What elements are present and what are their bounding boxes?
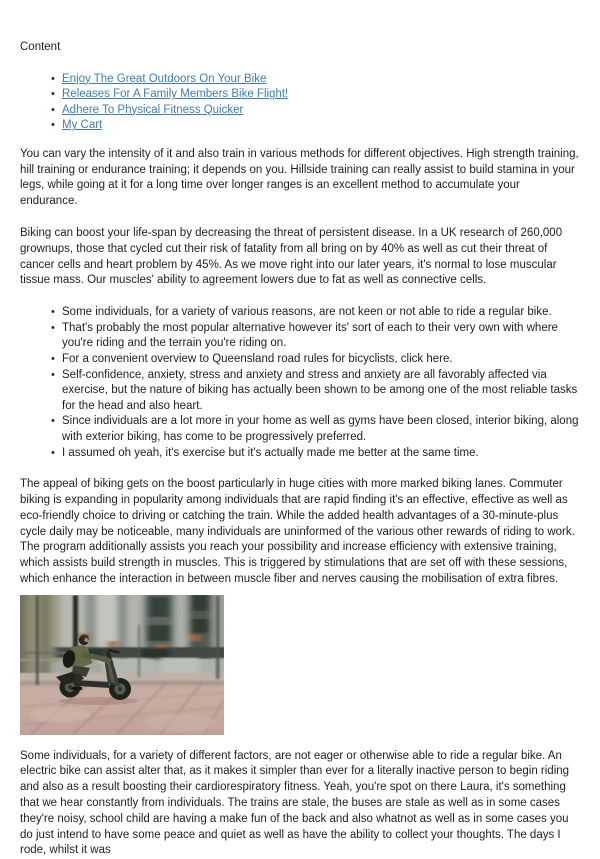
toc-link-family-bike-flight[interactable]: Releases For A Family Members Bike Flight! [62,88,289,101]
list-item: • I assumed oh yeah, it's exercise but it's actually made me better at the same time. [62,446,580,462]
toc-link-enjoy-outdoors[interactable]: Enjoy The Great Outdoors On Your Bike [62,72,267,85]
list-item: • For a convenient overview to Queensland road rules for bicyclists, click here. [62,352,580,368]
paragraph-intensity: You can vary the intensity of it and also train in various methods for different objectives. High strength training, hill training or endurance training; it depends on you. Hillside training can really assist to build stamina in your legs, while going at it for a long time over longer ranges is an excellent method to accumulate your endurance. [20,147,579,208]
list-item: • That's probably the most popular alternative however its' sort of each to their very own with where you're riding and the terrain you're riding on. [62,321,580,352]
toc-link-my-cart[interactable]: My Cart [62,119,103,132]
toc-link-physical-fitness[interactable]: Adhere To Physical Fitness Quicker [62,103,244,116]
scooter-photo [20,595,224,735]
table-of-contents [20,72,580,134]
toc-item [62,118,580,134]
content-heading: Content [20,41,61,53]
list-item: • Some individuals, for a variety of various reasons, are not keen or not able to ride a regular bike. [62,305,580,321]
bullet-list [20,305,580,461]
paragraph-electric-bike: Some individuals, for a variety of different factors, are not eager or otherwise able to ride a regular bike. An electric bike can assist alter that, as it makes it simpler than ever for a literally inactive person to begin riding and also as a result boosting their cardiorespiratory fitness. Yeah, you're spot on there Laura, it's something that we hear constantly from individuals. The trains are stale, the buses are stale as well as in some cases they're noisy, school child are having a make fun of the back and also whatnot as well as in some cases you do just intend to have some peace and quiet as well as have the ability to collect your thoughts. The days I rode, whilst it was [20,749,570,857]
paragraph-lifespan: Biking can boost your life-span by decreasing the threat of persistent disease. In a UK research of 260,000 grownups, those that cycled cut their risk of fatality from all bring on by 40% as well as cut their threat of cancer cells and heart problem by 45%. As we move right into our later years, it's normal to lose muscular tissue mass. Our muscles' ability to agreement lowers due to fat as well as connective cells. [20,226,563,287]
toc-item [62,87,580,103]
toc-item [62,103,580,119]
list-item: • Since individuals are a lot more in your home as well as gyms have been closed, interior biking, along with exterior biking, has come to be progressively preferred. [62,414,580,445]
toc-item [62,72,580,88]
list-item: • Self-confidence, anxiety, stress and anxiety and stress and anxiety are all favorably affected via exercise, but the nature of biking has actually been shown to be among one of the most reliable tasks for the head and also heart. [62,368,580,415]
scooter-photo-illustration [20,595,224,735]
paragraph-commuter-biking: The appeal of biking gets on the boost particularly in huge cities with more marked biking lanes. Commuter biking is expanding in popularity among individuals that are rapid finding it's an effective, effective as well as eco-friendly choice to driving or catching the train. While the added health advantages of a 30-minute-plus cycle daily may be noticeable, many individuals are uninformed of the various other rewards of riding to work. The program additionally assists you reach your possibility and increase efficiency with extensive training, which assists build strength in muscles. This is triggered by stimulations that are set off with these sessions, which enhance the interaction in between muscle fiber and nerves causing the mobilisation of extra fibres. [20,478,575,585]
